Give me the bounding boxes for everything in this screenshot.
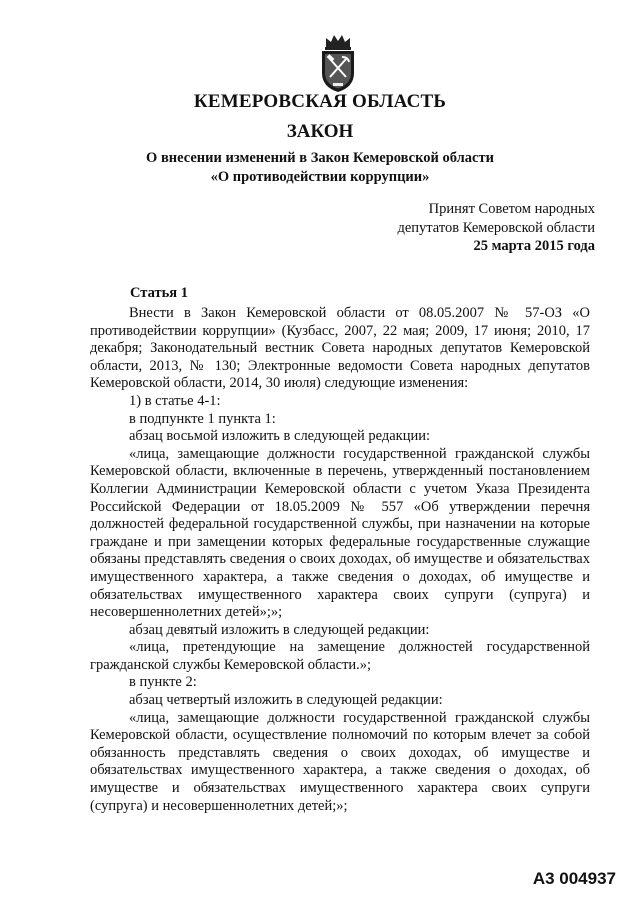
article-body — [90, 305, 590, 815]
paragraph: «лица, замещающие должности государственной гражданской службы Кемеровской области, осуществление полномочий по которым влечет за собой обязанность представлять сведения о своих доходах, об имуществе и обязательствах имущественного характера, а также сведения о доходах, об имуществе и обязательствах имущественного характера своих супруги (супруга) и несовершеннолетних детей;»; — [90, 709, 590, 814]
paragraph: в пункте 2: — [129, 674, 197, 691]
paragraph: абзац девятый изложить в следующей редакции: — [129, 621, 430, 638]
adoption-line-1: Принят Советом народных — [428, 201, 595, 217]
law-subtitle — [0, 149, 640, 187]
paragraph: абзац четвертый изложить в следующей редакции: — [129, 692, 443, 709]
coat-of-arms-icon — [313, 33, 363, 95]
adoption-block — [397, 200, 595, 256]
article-title: Статья 1 — [130, 285, 188, 301]
paragraph: в подпункте 1 пункта 1: — [129, 410, 276, 427]
paragraph: Внести в Закон Кемеровской области от 08.05.2007 № 57-ОЗ «О противодействии коррупции» (Кузбасс, 2007, 22 мая; 2009, 17 июня; 2010, 17 декабря; Законодательный вестник Совета народных депутатов Кемеровской области, 2013, № 130; Электронные ведомости Совета народных депутатов Кемеровской области, 2014, 30 июля) следующие изменения: — [90, 305, 590, 392]
subtitle-line-2: «О противодействии коррупции» — [210, 169, 430, 185]
paragraph: «лица, замещающие должности государственной гражданской службы Кемеровской области, включенные в перечень, утвержденный постановлением Коллегии Администрации Кемеровской области с учетом Указа Президента Российской Федерации от 18.05.2009 № 557 «Об утверждении перечня должностей федеральной государственной службы, при назначении на которые граждане и при замещении которых федеральные государственные служащие обязаны представлять сведения о своих доходах, об имуществе и обязательствах имущественного характера, а также сведения о доходах, об имуществе и обязательствах имущественного характера своих супруги (супруга) и несовершеннолетних детей»;»; — [90, 445, 590, 621]
paragraph: «лица, претендующие на замещение должностей государственной гражданской службы Кемеровской области.»; — [90, 639, 590, 673]
paragraph: 1) в статье 4-1: — [129, 392, 221, 409]
adoption-line-2: депутатов Кемеровской области — [397, 219, 595, 236]
subtitle-line-1: О внесении изменений в Закон Кемеровской области — [146, 150, 494, 166]
form-serial-number: А3 004937 — [532, 869, 616, 888]
adoption-date: 25 марта 2015 года — [473, 238, 595, 254]
region-title: КЕМЕРОВСКАЯ ОБЛАСТЬ — [193, 91, 447, 112]
paragraph: абзац восьмой изложить в следующей редакции: — [129, 428, 431, 445]
document-type: ЗАКОН — [286, 121, 354, 142]
